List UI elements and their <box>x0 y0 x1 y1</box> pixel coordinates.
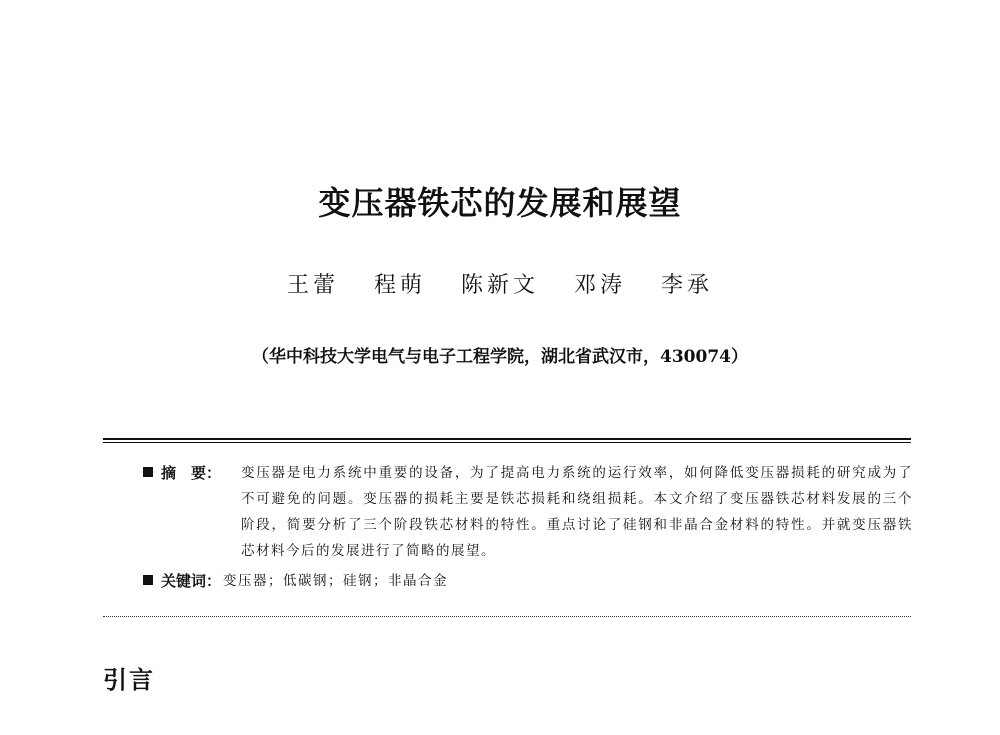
abstract-label: 摘 要： <box>143 460 241 564</box>
author-name: 邓涛 <box>574 273 627 298</box>
section-heading: 引言 <box>103 666 155 694</box>
author-name: 王蕾 <box>286 273 339 298</box>
abstract-block <box>143 460 913 594</box>
affiliation: （华中科技大学电气与电子工程学院，湖北省武汉市，430074） <box>252 347 748 367</box>
paper-title: 变压器铁芯的发展和展望 <box>318 184 682 222</box>
author-name: 程萌 <box>373 273 426 298</box>
author-name: 陈新文 <box>460 273 539 298</box>
abstract-text: 变压器是电力系统中重要的设备，为了提高电力系统的运行效率，如何降低变压器损耗的研究成为了不可避免的问题。变压器的损耗主要是铁芯损耗和绕组损耗。本文介绍了变压器铁芯材料发展的三个阶段，简要分析了三个阶段铁芯材料的特性。重点讨论了硅钢和非晶合金材料的特性。并就变压器铁芯材料今后的发展进行了简略的展望。 <box>241 465 913 559</box>
keywords-label: 关键词： <box>143 568 221 594</box>
dotted-divider <box>103 616 911 617</box>
author-list <box>0 268 1000 299</box>
double-rule-divider <box>103 438 911 443</box>
square-bullet-icon <box>143 467 153 477</box>
keywords-text: 变压器；低碳钢；硅钢；非晶合金 <box>223 573 449 589</box>
author-name: 李承 <box>661 273 714 298</box>
square-bullet-icon <box>143 575 153 585</box>
